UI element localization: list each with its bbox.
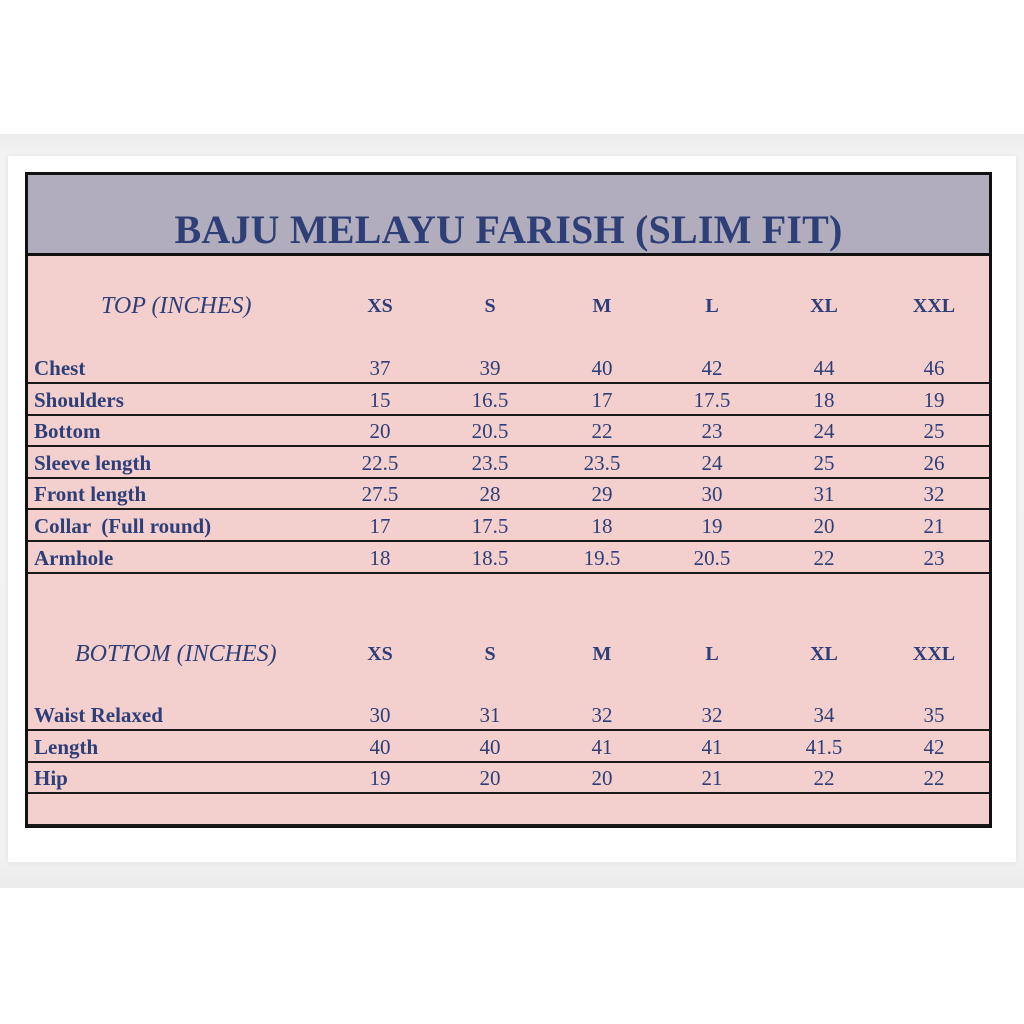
measurement-cell: 25 bbox=[923, 419, 945, 444]
top-section-header bbox=[28, 286, 989, 326]
measurement-cell: 21 bbox=[923, 514, 945, 538]
measurement-cell: 42 bbox=[923, 734, 945, 759]
top-table-row bbox=[28, 416, 989, 447]
measurement-cell: 22 bbox=[591, 419, 613, 444]
row-label: Waist Relaxed bbox=[34, 703, 163, 727]
measurement-cell: 20 bbox=[479, 766, 501, 791]
measurement-cell: 40 bbox=[369, 734, 391, 759]
row-label: Collar (Full round) bbox=[34, 514, 212, 538]
measurement-cell: 19 bbox=[923, 387, 945, 412]
measurement-cell: 20.5 bbox=[693, 545, 731, 570]
size-header-xxl: XXL bbox=[912, 295, 956, 317]
top-section-title: TOP (INCHES) bbox=[101, 293, 252, 319]
measurement-cell: 28 bbox=[479, 482, 501, 507]
measurement-cell: 30 bbox=[701, 482, 723, 507]
size-header-xs: XS bbox=[367, 295, 393, 317]
measurement-cell: 39 bbox=[479, 356, 501, 380]
measurement-cell: 40 bbox=[479, 734, 501, 759]
measurement-cell: 23 bbox=[923, 545, 945, 570]
measurement-cell: 29 bbox=[591, 482, 613, 507]
row-label: Shoulders bbox=[34, 387, 124, 412]
measurement-cell: 41.5 bbox=[805, 734, 843, 759]
measurement-cell: 35 bbox=[923, 703, 945, 727]
measurement-cell: 18 bbox=[813, 387, 835, 412]
measurement-cell: 20 bbox=[369, 419, 391, 444]
measurement-cell: 46 bbox=[923, 356, 945, 380]
bottom-table-row bbox=[28, 732, 989, 763]
top-table-row bbox=[28, 479, 989, 510]
measurement-cell: 41 bbox=[701, 734, 723, 759]
row-label: Sleeve length bbox=[34, 450, 152, 475]
top-table-row bbox=[28, 543, 989, 574]
measurement-cell: 19 bbox=[701, 514, 723, 538]
measurement-cell: 41 bbox=[591, 734, 613, 759]
measurement-cell: 23.5 bbox=[583, 450, 621, 475]
measurement-cell: 16.5 bbox=[471, 387, 509, 412]
measurement-cell: 17 bbox=[591, 387, 613, 412]
measurement-cell: 20 bbox=[591, 766, 613, 791]
measurement-cell: 20 bbox=[813, 514, 835, 538]
measurement-cell: 23 bbox=[701, 419, 723, 444]
measurement-cell: 18 bbox=[369, 545, 391, 570]
measurement-cell: 26 bbox=[923, 450, 945, 475]
row-label: Hip bbox=[34, 766, 68, 791]
bottom-section-title: BOTTOM (INCHES) bbox=[75, 641, 277, 667]
row-label: Armhole bbox=[34, 545, 114, 570]
top-table-row bbox=[28, 353, 989, 384]
measurement-cell: 40 bbox=[591, 356, 613, 380]
measurement-cell: 37 bbox=[369, 356, 391, 380]
row-label: Bottom bbox=[34, 419, 101, 444]
size-header-m: M bbox=[592, 295, 612, 317]
top-table-row bbox=[28, 448, 989, 479]
row-label: Length bbox=[34, 734, 99, 759]
measurement-cell: 22 bbox=[813, 766, 835, 791]
measurement-cell: 31 bbox=[479, 703, 501, 727]
measurement-cell: 24 bbox=[701, 450, 723, 475]
measurement-cell: 42 bbox=[701, 356, 723, 380]
measurement-cell: 18.5 bbox=[471, 545, 509, 570]
measurement-cell: 22 bbox=[813, 545, 835, 570]
measurement-cell: 32 bbox=[701, 703, 723, 727]
size-header-s: S bbox=[484, 643, 496, 665]
size-header-l: L bbox=[705, 643, 719, 665]
measurement-cell: 18 bbox=[591, 514, 613, 538]
measurement-cell: 20.5 bbox=[471, 419, 509, 444]
measurement-cell: 24 bbox=[813, 419, 835, 444]
measurement-cell: 31 bbox=[813, 482, 835, 507]
size-header-l: L bbox=[705, 295, 719, 317]
measurement-cell: 17.5 bbox=[471, 514, 509, 538]
size-header-s: S bbox=[484, 295, 496, 317]
measurement-cell: 32 bbox=[591, 703, 613, 727]
top-table-row bbox=[28, 511, 989, 542]
measurement-cell: 27.5 bbox=[361, 482, 399, 507]
measurement-cell: 17 bbox=[369, 514, 391, 538]
bottom-section-header bbox=[28, 634, 989, 674]
measurement-cell: 44 bbox=[813, 356, 835, 380]
measurement-cell: 30 bbox=[369, 703, 391, 727]
size-chart bbox=[25, 172, 992, 828]
measurement-cell: 19.5 bbox=[583, 545, 621, 570]
size-header-xl: XL bbox=[810, 295, 838, 317]
size-header-xl: XL bbox=[810, 643, 838, 665]
bottom-table-row bbox=[28, 763, 989, 794]
measurement-cell: 34 bbox=[813, 703, 835, 727]
measurement-cell: 21 bbox=[701, 766, 723, 791]
measurement-cell: 25 bbox=[813, 450, 835, 475]
measurement-cell: 22 bbox=[923, 766, 945, 791]
measurement-cell: 15 bbox=[369, 387, 391, 412]
title-bar bbox=[28, 175, 989, 256]
row-label: Front length bbox=[34, 482, 147, 507]
measurement-cell: 22.5 bbox=[361, 450, 399, 475]
size-header-m: M bbox=[592, 643, 612, 665]
row-label: Chest bbox=[34, 356, 86, 380]
chart-title: BAJU MELAYU FARISH (SLIM FIT) bbox=[174, 207, 843, 252]
measurement-cell: 23.5 bbox=[471, 450, 509, 475]
measurement-cell: 32 bbox=[923, 482, 945, 507]
measurement-cell: 19 bbox=[369, 766, 391, 791]
top-table-row bbox=[28, 385, 989, 416]
measurement-cell: 17.5 bbox=[693, 387, 731, 412]
size-header-xs: XS bbox=[367, 643, 393, 665]
bottom-table-row bbox=[28, 700, 989, 731]
empty-row bbox=[28, 795, 989, 826]
size-header-xxl: XXL bbox=[912, 643, 956, 665]
